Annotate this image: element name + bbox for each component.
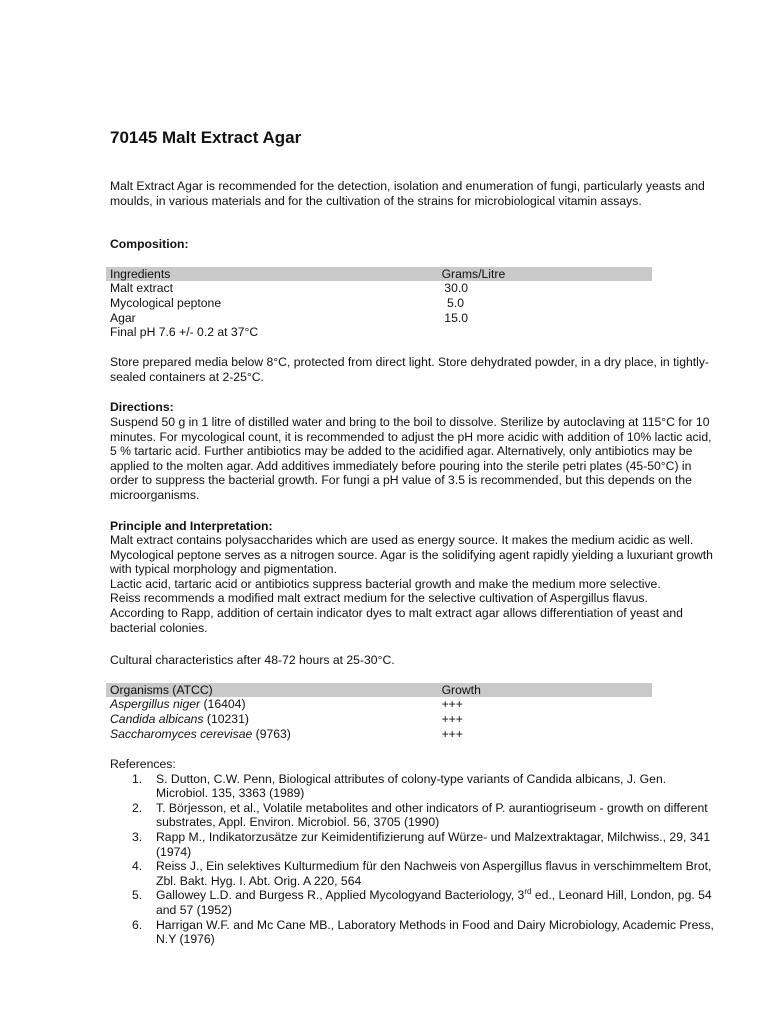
composition-table-header xyxy=(106,267,652,281)
growth-value: +++ xyxy=(441,697,463,711)
list-item xyxy=(110,801,714,830)
atcc-number: (10231) xyxy=(206,711,249,726)
final-ph: Final pH 7.6 +/- 0.2 at 37°C xyxy=(110,325,259,340)
ingredient-value: 30.0 xyxy=(444,281,469,295)
composition-table xyxy=(106,267,652,340)
organism-name: Aspergillus niger xyxy=(110,697,201,711)
organism-cell xyxy=(106,727,438,742)
list-item xyxy=(110,830,714,859)
table-row xyxy=(106,296,652,311)
organism-name: Saccharomyces cerevisae xyxy=(110,726,253,741)
reference-number: 5. xyxy=(132,888,143,903)
directions-heading: Directions: xyxy=(110,400,174,414)
growth-value: +++ xyxy=(441,726,463,741)
reference-text: T. Börjesson, et al., Volatile metabolites and other indicators of P. aurantiogriseum - growth on different substrates, Appl. Environ. Microbiol. 56, 3705 (1990) xyxy=(156,800,708,830)
reference-superscript: rd xyxy=(524,887,532,897)
page-title: 70145 Malt Extract Agar xyxy=(110,128,302,147)
reference-number: 4. xyxy=(132,859,143,874)
ingredient-value: 5.0 xyxy=(447,295,464,310)
organisms-header: Organisms (ATCC) xyxy=(110,683,213,697)
reference-text: Reiss J., Ein selektives Kulturmedium für den Nachweis von Aspergillus flavus in verschimmeltem Brot, Zbl. Bakt. Hyg. I. Abt. Orig. A 220, 564 xyxy=(156,859,712,888)
atcc-number: (9763) xyxy=(255,726,291,741)
reference-number: 3. xyxy=(132,829,143,844)
grams-litre-header: Grams/Litre xyxy=(441,267,506,281)
reference-text: S. Dutton, C.W. Penn, Biological attributes of colony-type variants of Candida albicans, J. Gen. Microbiol. 135, 3363 (1989) xyxy=(156,771,667,801)
ingredient-name: Agar xyxy=(110,310,136,325)
reference-number: 1. xyxy=(132,771,143,786)
ingredient-name: Mycological peptone xyxy=(110,295,222,310)
reference-text-a: Gallowey L.D. and Burgess R., Applied Mycologyand Bacteriology, 3 xyxy=(156,888,525,903)
reference-number: 6. xyxy=(132,917,143,932)
directions-paragraph: Suspend 50 g in 1 litre of distilled water and bring to the boil to dissolve. Sterilize by autoclaving at 115°C for 10 minutes. For mycological count, it is recommended to adjust the pH more acidic with addition of 10% lactic acid, 5 % tartaric acid. Further antibiotics may be added to the acidified agar. Alternatively, only antibiotics may be applied to the molten agar. Add additives immediately before pouring into the sterile petri plates (45-50°C) in order to suppress the bacterial growth. For fungi a pH value of 3.5 is recommended, but this depends on the microorganisms. xyxy=(110,415,712,502)
principle-paragraph-2: Lactic acid, tartaric acid or antibiotics suppress bacterial growth and make the medium more selective. xyxy=(110,576,661,591)
table-row xyxy=(106,311,652,326)
list-item xyxy=(110,772,714,801)
cultural-table xyxy=(106,683,652,741)
references-heading: References: xyxy=(110,757,176,771)
principle-paragraph-3: Reiss recommends a modified malt extract medium for the selective cultivation of Aspergillus flavus. xyxy=(110,591,648,606)
table-row xyxy=(106,697,652,712)
organism-name: Candida albicans xyxy=(110,711,204,726)
intro-paragraph: Malt Extract Agar is recommended for the detection, isolation and enumeration of fungi, particularly yeasts and moulds, in various materials and for the cultivation of the strains for microbiological vitamin assays. xyxy=(110,179,705,208)
references-list xyxy=(110,772,714,947)
composition-heading: Composition: xyxy=(110,237,189,251)
reference-number: 2. xyxy=(132,800,143,815)
growth-header: Growth xyxy=(441,683,481,697)
organism-cell xyxy=(106,712,438,727)
storage-paragraph: Store prepared media below 8°C, protected from direct light. Store dehydrated powder, in a dry place, in tightly-sealed containers at 2-25°C. xyxy=(110,355,709,384)
list-item xyxy=(110,859,714,888)
table-row xyxy=(106,727,652,742)
ingredient-value: 15.0 xyxy=(444,310,469,325)
reference-text-b: ed., Leonard Hill, London, pg. 54 and 57 (1952) xyxy=(156,888,712,917)
list-item xyxy=(110,918,714,947)
table-row xyxy=(106,712,652,727)
atcc-number: (16404) xyxy=(203,697,246,711)
table-row xyxy=(106,281,652,296)
organism-cell xyxy=(106,697,438,712)
principle-body xyxy=(110,533,714,635)
principle-paragraph-4: According to Rapp, addition of certain indicator dyes to malt extract agar allows differentiation of yeast and bacterial colonies. xyxy=(110,605,683,635)
reference-text: Rapp M., Indikatorzusätze zur Keimidentifizierung auf Würze- und Malzextraktagar, Milchwiss., 29, 341 (1974) xyxy=(156,829,711,859)
principle-heading: Principle and Interpretation: xyxy=(110,519,273,533)
ingredients-header: Ingredients xyxy=(110,267,171,281)
references-section xyxy=(110,757,714,947)
reference-text: Harrigan W.F. and Mc Cane MB., Laboratory Methods in Food and Dairy Microbiology, Academic Press, N.Y (1976) xyxy=(156,917,714,947)
principle-paragraph-1: Malt extract contains polysaccharides which are used as energy source. It makes the medium acidic as well. Mycological peptone serves as a nitrogen source. Agar is the solidifying agent rapidly yielding a luxuriant growth with typical morphology and pigmentation. xyxy=(110,533,713,577)
table-row xyxy=(106,325,652,340)
cultural-intro: Cultural characteristics after 48-72 hours at 25-30°C. xyxy=(110,653,395,667)
cultural-table-header xyxy=(106,683,652,697)
list-item xyxy=(110,888,714,917)
ingredient-name: Malt extract xyxy=(110,281,173,295)
growth-value: +++ xyxy=(441,711,463,726)
